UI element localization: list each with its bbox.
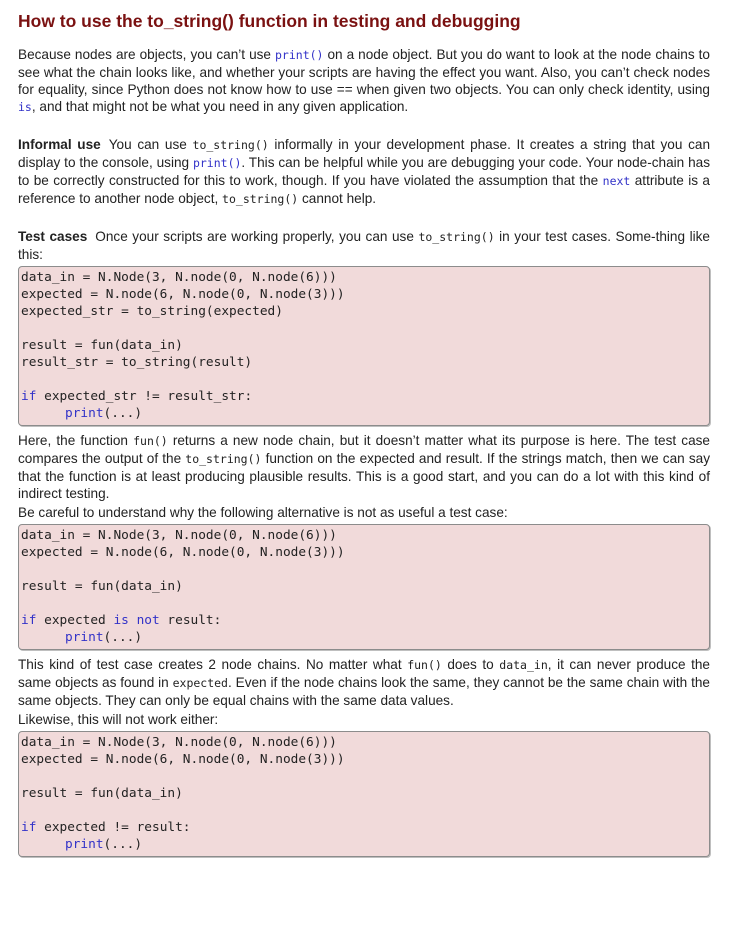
code-line [21, 629, 707, 646]
informal-text-2: informally in your development phase. It creates a string that you can display to the console, using [18, 137, 711, 170]
after2-text-4: . Even if the node chains look the same, they cannot be the same chain with the same objects. They can only be equal chains with the same data values. [18, 675, 710, 708]
after2-text-1: This kind of test case creates 2 node chains. No matter what [18, 657, 408, 672]
intro-paragraph [18, 46, 710, 116]
code-text: (...) [103, 406, 143, 421]
intro-text-3: , and that might not be what you need in any given application. [31, 99, 409, 114]
section-title: How to use the to_string() function in testing and debugging [18, 11, 521, 31]
code-blank-line [21, 320, 707, 337]
code-block-3 [18, 731, 710, 857]
test-cases-heading: Test cases [18, 229, 88, 244]
inline-code-print: print() [192, 156, 242, 170]
testcases-text-2: in your test cases. Some-thing like this: [18, 229, 710, 262]
after1-text-3: function on the expected and result. If the strings match, then we can say that the function is at least producing plausible results. This is a good start, and you can do a lot with this kind of indirect testing. [18, 451, 711, 501]
inline-code-fun: fun() [133, 434, 168, 448]
code-text: expected_str != result_str: [36, 389, 253, 404]
inline-code-expected: expected [172, 676, 228, 690]
informal-text-1: You can use [108, 137, 193, 152]
careful-paragraph: Be careful to understand why the following alternative is not as useful a test case: [18, 505, 508, 520]
code-block-1 [18, 266, 710, 426]
informal-text-5: cannot help. [298, 191, 377, 206]
code-line: data_in = N.Node(3, N.node(0, N.node(6))) [21, 528, 337, 543]
informal-text-4: attribute is a reference to another node object, [18, 173, 710, 206]
code-line: result_str = to_string(result) [21, 355, 253, 370]
code-keyword: if [21, 820, 37, 835]
code-line: data_in = N.Node(3, N.node(0, N.node(6))) [21, 270, 337, 285]
inline-code-data-in: data_in [499, 658, 548, 672]
code-line [21, 612, 707, 629]
code-text: (...) [103, 630, 143, 645]
code-keyword: if [21, 389, 37, 404]
inline-code-next: next [602, 174, 631, 188]
inline-code-to-string: to_string() [185, 452, 262, 466]
code-block-2 [18, 524, 710, 650]
code-line: expected_str = to_string(expected) [21, 304, 283, 319]
inline-code-to-string: to_string() [418, 230, 495, 244]
testcases-text-1: Once your scripts are working properly, you can use [95, 229, 419, 244]
intro-text-1: Because nodes are objects, you can’t use [18, 47, 275, 62]
likewise-paragraph: Likewise, this will not work either: [18, 712, 219, 727]
test-cases-paragraph [18, 228, 710, 263]
intro-text-2: on a node object. But you do want to look at the node chains to see what the chain looks like, and whether your scripts are having the effect you want. Also, you can’t check nodes for equality, since Python does not know how to use == when given two objects. You can only check identity, using [18, 47, 710, 97]
inline-code-print: print() [275, 48, 324, 62]
code-line [21, 836, 707, 853]
code-line [21, 388, 707, 405]
code-text: result: [159, 613, 222, 628]
inline-code-to-string: to_string() [192, 138, 269, 152]
explanation-paragraph-2 [18, 656, 710, 709]
inline-code-to-string: to_string() [222, 192, 299, 206]
code-blank-line [21, 371, 707, 388]
code-line: result = fun(data_in) [21, 579, 183, 594]
code-text: expected != result: [36, 820, 191, 835]
informal-use-heading: Informal use [18, 137, 101, 152]
code-blank-line [21, 561, 707, 578]
informal-use-paragraph [18, 136, 710, 208]
code-text: (...) [103, 837, 143, 852]
code-keyword: if [21, 613, 37, 628]
code-line [21, 819, 707, 836]
code-blank-line [21, 595, 707, 612]
code-blank-line [21, 802, 707, 819]
code-line: result = fun(data_in) [21, 786, 183, 801]
document-page [18, 10, 710, 863]
code-keyword: print [65, 406, 104, 421]
after2-text-2: does to [441, 657, 500, 672]
after1-text-1: Here, the function [18, 433, 134, 448]
inline-code-fun: fun() [407, 658, 442, 672]
after1-text-2: returns a new node chain, but it doesn’t matter what its purpose is here. The test case compares the output of the [18, 433, 710, 466]
code-keyword: print [65, 630, 104, 645]
code-line: expected = N.node(6, N.node(0, N.node(3))) [21, 752, 345, 767]
code-line: result = fun(data_in) [21, 338, 183, 353]
inline-code-is: is [18, 100, 32, 114]
code-keyword: print [65, 837, 104, 852]
code-text: expected [36, 613, 114, 628]
informal-text-3: . This can be helpful while you are debugging your code. Your node-chain has to be correctly constructed for this to work, though. If you have violated the assumption that the [18, 155, 710, 188]
explanation-paragraph-1 [18, 432, 710, 502]
code-keyword: is not [113, 613, 160, 628]
code-line: expected = N.node(6, N.node(0, N.node(3))) [21, 287, 345, 302]
code-line [21, 405, 707, 422]
code-line: data_in = N.Node(3, N.node(0, N.node(6))) [21, 735, 337, 750]
code-blank-line [21, 768, 707, 785]
code-line: expected = N.node(6, N.node(0, N.node(3))) [21, 545, 345, 560]
after2-text-3: , it can never produce the same objects as found in [18, 657, 710, 690]
